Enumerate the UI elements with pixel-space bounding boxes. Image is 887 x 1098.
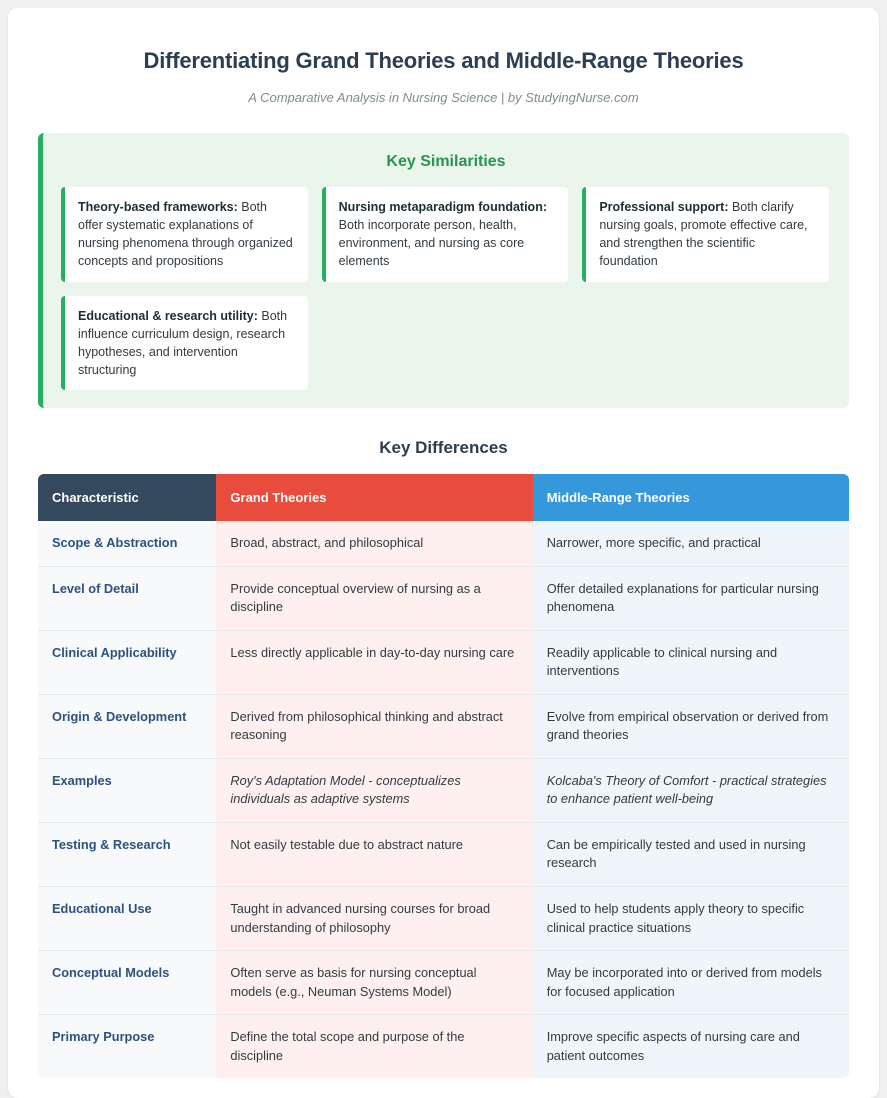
similarity-text: Both clarify nursing goals, promote effective care, and strengthen the scientific foundation [599,200,808,269]
similarity-label: Educational & research utility: [78,308,258,323]
differences-table [38,474,849,1078]
cell-grand: Provide conceptual overview of nursing as a discipline [216,566,532,630]
cell-characteristic: Level of Detail [38,566,216,630]
cell-grand: Not easily testable due to abstract nature [216,822,532,886]
table-row [38,1015,849,1079]
cell-grand: Derived from philosophical thinking and abstract reasoning [216,694,532,758]
table-header-row [38,474,849,521]
cell-characteristic: Testing & Research [38,822,216,886]
cell-middle: Improve specific aspects of nursing care and patient outcomes [533,1015,849,1079]
similarity-text: Both influence curriculum design, research hypotheses, and intervention structuring [78,308,288,377]
cell-characteristic: Scope & Abstraction [38,521,216,566]
table-row [38,630,849,694]
content-card [8,8,879,1098]
similarity-item [61,187,308,282]
similarity-item [61,296,308,391]
cell-grand: Less directly applicable in day-to-day nursing care [216,630,532,694]
page-subtitle: A Comparative Analysis in Nursing Science | by StudyingNurse.com [248,90,639,105]
cell-grand: Taught in advanced nursing courses for broad understanding of philosophy [216,887,532,951]
cell-middle: Can be empirically tested and used in nursing research [533,822,849,886]
table-row [38,951,849,1015]
cell-grand: Define the total scope and purpose of the discipline [216,1015,532,1079]
column-header-characteristic: Characteristic [38,474,216,521]
table-row [38,566,849,630]
similarity-label: Theory-based frameworks: [78,200,238,214]
table-row [38,822,849,886]
key-similarities-grid [61,187,831,390]
cell-characteristic: Origin & Development [38,694,216,758]
table-row [38,694,849,758]
cell-middle: Offer detailed explanations for particular nursing phenomena [533,566,849,630]
similarity-item [582,187,829,282]
table-head [38,474,849,521]
table-body [38,521,849,1078]
cell-characteristic: Examples [38,758,216,822]
table-row [38,887,849,951]
cell-middle: Narrower, more specific, and practical [533,521,849,566]
key-similarities-panel [38,133,849,408]
cell-middle: May be incorporated into or derived from models for focused application [533,951,849,1015]
column-header-grand-theories: Grand Theories [216,474,532,521]
cell-characteristic: Clinical Applicability [38,630,216,694]
similarity-text: Both incorporate person, health, environment, and nursing as core elements [338,218,525,269]
cell-characteristic: Primary Purpose [38,1015,216,1079]
key-differences-heading: Key Differences [379,438,508,457]
cell-middle: Kolcaba's Theory of Comfort - practical strategies to enhance patient well-being [533,758,849,822]
key-similarities-heading: Key Similarities [386,153,506,170]
cell-grand: Often serve as basis for nursing conceptual models (e.g., Neuman Systems Model) [216,951,532,1015]
column-header-middle-range-theories: Middle-Range Theories [533,474,849,521]
cell-middle: Used to help students apply theory to specific clinical practice situations [533,887,849,951]
table-row [38,521,849,566]
cell-grand: Broad, abstract, and philosophical [216,521,532,566]
cell-characteristic: Conceptual Models [38,951,216,1015]
table-row [38,758,849,822]
page-title: Differentiating Grand Theories and Middle-Range Theories [143,48,744,73]
similarity-item [322,187,569,282]
similarity-label: Nursing metaparadigm foundation: [338,200,547,214]
cell-middle: Evolve from empirical observation or derived from grand theories [533,694,849,758]
cell-grand: Roy's Adaptation Model - conceptualizes individuals as adaptive systems [216,758,532,822]
similarity-label: Professional support: [599,200,729,214]
cell-middle: Readily applicable to clinical nursing and interventions [533,630,849,694]
similarity-text: Both offer systematic explanations of nursing phenomena through organized concepts and propositions [78,200,293,269]
cell-characteristic: Educational Use [38,887,216,951]
